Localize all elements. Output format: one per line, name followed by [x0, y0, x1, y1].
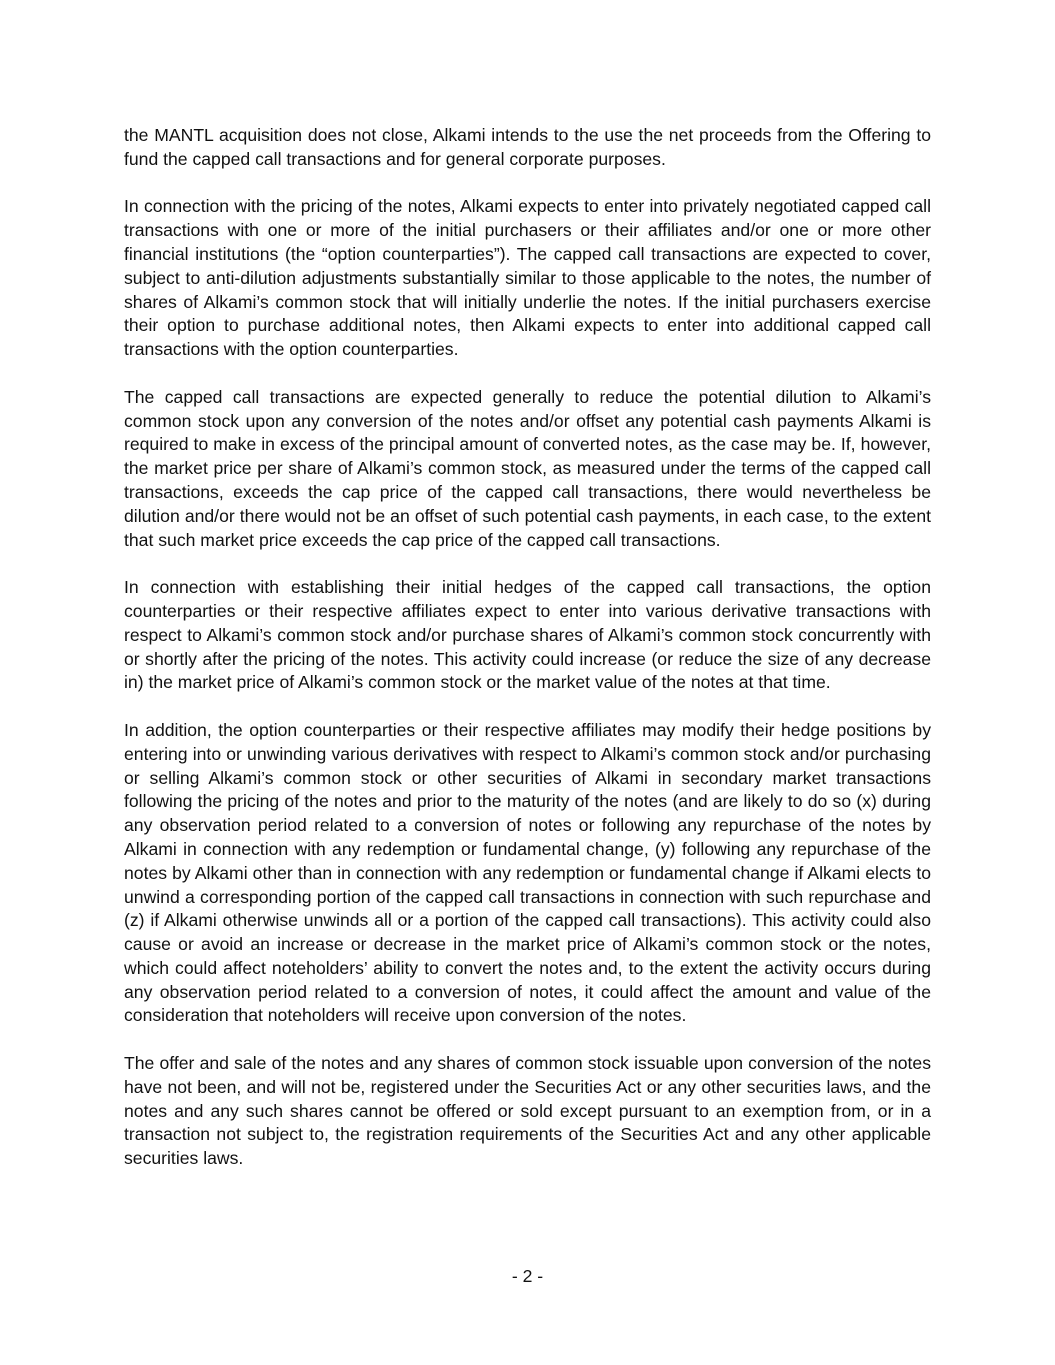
document-body: [124, 124, 931, 1195]
paragraph-hedge-modification: In addition, the option counterparties or their respective affiliates may modify their hedge positions by entering into or unwinding various derivatives with respect to Alkami’s common stock and/or purchasing or selling Alkami’s common stock or other securities of Alkami in secondary market transactions following the pricing of the notes and prior to the maturity of the notes (and are likely to do so (x) during any observation period related to a conversion of notes or following any repurchase of the notes by Alkami in connection with any redemption or fundamental change, (y) following any repurchase of the notes by Alkami other than in connection with any redemption or fundamental change if Alkami elects to unwind a corresponding portion of the capped call transactions in connection with such repurchase and (z) if Alkami otherwise unwinds all or a portion of the capped call transactions). This activity could also cause or avoid an increase or decrease in the market price of Alkami’s common stock or the notes, which could affect noteholders’ ability to convert the notes and, to the extent the activity occurs during any observation period related to a conversion of notes, it could affect the amount and value of the consideration that noteholders will receive upon conversion of the notes.: [124, 719, 931, 1026]
paragraph-initial-hedges: In connection with establishing their initial hedges of the capped call transactions, the option counterparties or their respective affiliates expect to enter into various derivative transactions with respect to Alkami’s common stock and/or purchase shares of Alkami’s common stock concurrently with or shortly after the pricing of the notes. This activity could increase (or reduce the size of any decrease in) the market price of Alkami’s common stock or the market value of the notes at that time.: [124, 577, 931, 693]
paragraph-capped-call-pricing: In connection with the pricing of the notes, Alkami expects to enter into privately negotiated capped call transactions with one or more of the initial purchasers or their affiliates and/or one or more other financial institutions (the “option counterparties”). The capped call transactions are expected to cover, subject to anti-dilution adjustments substantially similar to those applicable to the notes, the number of shares of Alkami’s common stock that will initially underlie the notes. If the initial purchasers exercise their option to purchase additional notes, then Alkami expects to enter into additional capped call transactions with the option counterparties.: [124, 196, 931, 360]
page-number: - 2 -: [511, 1266, 544, 1286]
paragraph-securities-act: The offer and sale of the notes and any shares of common stock issuable upon conversion of the notes have not been, and will not be, registered under the Securities Act or any other securities laws, and the notes and any such shares cannot be offered or sold except pursuant to an exemption from, or in a transaction not subject to, the registration requirements of the Securities Act and any other applicable securities laws.: [124, 1053, 931, 1169]
paragraph-dilution: The capped call transactions are expected generally to reduce the potential dilution to Alkami’s common stock upon any conversion of the notes and/or offset any potential cash payments Alkami is required to make in excess of the principal amount of converted notes, as the case may be. If, however, the market price per share of Alkami’s common stock, as measured under the terms of the capped call transactions, exceeds the cap price of the capped call transactions, there would nevertheless be dilution and/or there would not be an offset of such potential cash payments, in each case, to the extent that such market price exceeds the cap price of the capped call transactions.: [124, 386, 931, 550]
paragraph-proceeds: the MANTL acquisition does not close, Alkami intends to the use the net proceeds from the Offering to fund the capped call transactions and for general corporate purposes.: [124, 125, 931, 169]
